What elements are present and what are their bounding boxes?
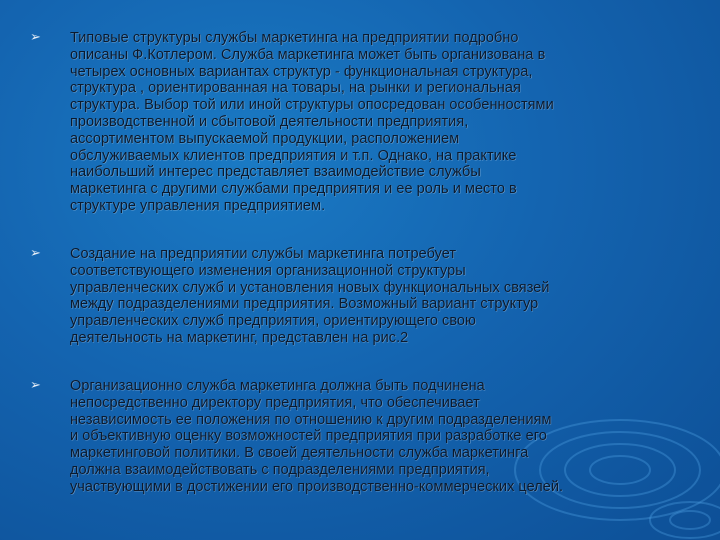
paragraph-text: Создание на предприятии службы маркетинга потребует соответствующего изменения организационной структуры управленческих служб и установления новых функциональных связей между подразделениями предприятия. Возможный вариант структур управленческих служб предприятия, ориентирующего свою деятельность на маркетинг, представлен на рис.2 [70,246,550,346]
paragraph-text: Организационно служба маркетинга должна быть подчинена непосредственно директору предприятия, что обеспечивает независимость ее положения по отношению к другим подразделениям и объективную оценку возможностей предприятия при разработке его маркетинговой политики. В своей деятельности служба маркетинга должна взаимодействовать с подразделениями предприятия, участвующими в достижении его производственно-коммерческих целей. [70,378,564,495]
list-item [30,30,554,215]
arrowhead-bullet-icon: ➢ [30,378,41,393]
list-item [30,246,549,347]
paragraph-text: Типовые структуры службы маркетинга на предприятии подробно описаны Ф.Котлером. Служба маркетинга может быть организована в четырех основных вариантах структур - функциональная структура, структура , ориентированная на товары, на рынки и региональная структура. Выбор той или иной структуры опосредован особенностями производственной и сбытовой деятельности предприятия, ассортиментом выпускаемой продукции, расположением обслуживаемых клиентов предприятия и т.п. Однако, на практике наибольший интерес представляет взаимодействие службы маркетинга с другими службами предприятия и ее роль и место в структуре управления предприятием. [70,30,554,214]
arrowhead-bullet-icon: ➢ [30,246,41,261]
list-item [30,378,563,496]
arrowhead-bullet-icon: ➢ [30,30,41,45]
